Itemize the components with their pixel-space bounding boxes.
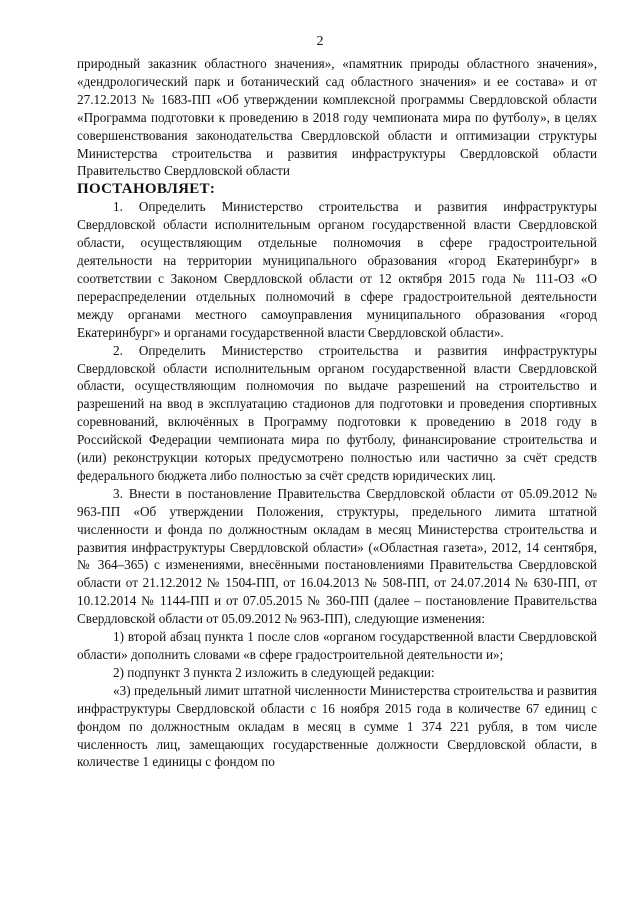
resolution-heading: ПОСТАНОВЛЯЕТ: bbox=[77, 181, 216, 198]
document-body bbox=[77, 55, 597, 771]
subclause-1-paragraph: 1) второй абзац пункта 1 после слов «органом государственной власти Свердловской области» дополнить словами «в сфере градостроительной деятельности и»; bbox=[77, 629, 597, 662]
clause-3-paragraph: 3. Внести в постановление Правительства Свердловской области от 05.09.2012 № 963-ПП «Об утверждении Положения, структуры, предельного лимита штатной численности и фонда по должностным окладам в месяц Министерства строительства и развития инфраструктуры Свердловской области» («Областная газета», 2012, 14 сентября, № 364–365) с изменениями, внесёнными постановлениями Правительства Свердловской области от 21.12.2012 № 1504-ПП, от 16.04.2013 № 508-ПП, от 24.07.2014 № 630-ПП, от 10.12.2014 № 1144-ПП и от 07.05.2015 № 360-ПП (далее – постановление Правительства Свердловской области от 05.09.2012 № 963-ПП), следующие изменения: bbox=[77, 485, 597, 627]
quoted-subclause-3-paragraph: «3) предельный лимит штатной численности Министерства строительства и развития инфраструктуры Свердловской области с 16 ноября 2015 года в количестве 67 единиц с фондом по должностным окладам в месяц в сумме 1 374 221 рубля, в том числе численность лиц, замещающих государственные должности Свердловской области, в количестве 1 единицы с фондом по bbox=[77, 682, 597, 770]
subclause-2-paragraph: 2) подпункт 3 пункта 2 изложить в следующей редакции: bbox=[113, 664, 435, 680]
page-number: 2 bbox=[316, 34, 324, 49]
clause-2-paragraph: 2. Определить Министерство строительства и развития инфраструктуры Свердловской области исполнительным органом государственной власти Свердловской области, осуществляющим полномочия по выдаче разрешений на строительство и разрешений на ввод в эксплуатацию стадионов для подготовки и проведения спортивных соревнований, включённых в Программу подготовки к проведению в 2018 году в Российской Федерации чемпионата мира по футболу, финансирование строительства и (или) реконструкции которых предусмотрено полностью или частично за счёт средств федерального бюджета либо полностью за счёт средств юридических лиц. bbox=[77, 342, 597, 483]
clause-1-paragraph: 1. Определить Министерство строительства и развития инфраструктуры Свердловской области исполнительным органом государственной власти Свердловской области, осуществляющим отдельные полномочия в сфере градостроительной деятельности на территории муниципального образования «город Екатеринбург» в соответствии с Законом Свердловской области от 12 октября 2015 года № 111-ОЗ «О перераспределении отдельных полномочий в сфере градостроительной деятельности между органами местного самоуправления муниципального образования «город Екатеринбург» и органами государственной власти Свердловской области». bbox=[77, 199, 597, 340]
preamble-paragraph: природный заказник областного значения», «памятник природы областного значения», «дендрологический парк и ботанический сад областного значения» и ее состава» и от 27.12.2013 № 1683-ПП «Об утверждении комплексной программы Свердловской области «Программа подготовки к проведению в 2018 году чемпионата мира по футболу», в целях совершенствования законодательства Свердловской области и оптимизации структуры Министерства строительства и развития инфраструктуры Свердловской области Правительство Свердловской области bbox=[77, 56, 597, 179]
